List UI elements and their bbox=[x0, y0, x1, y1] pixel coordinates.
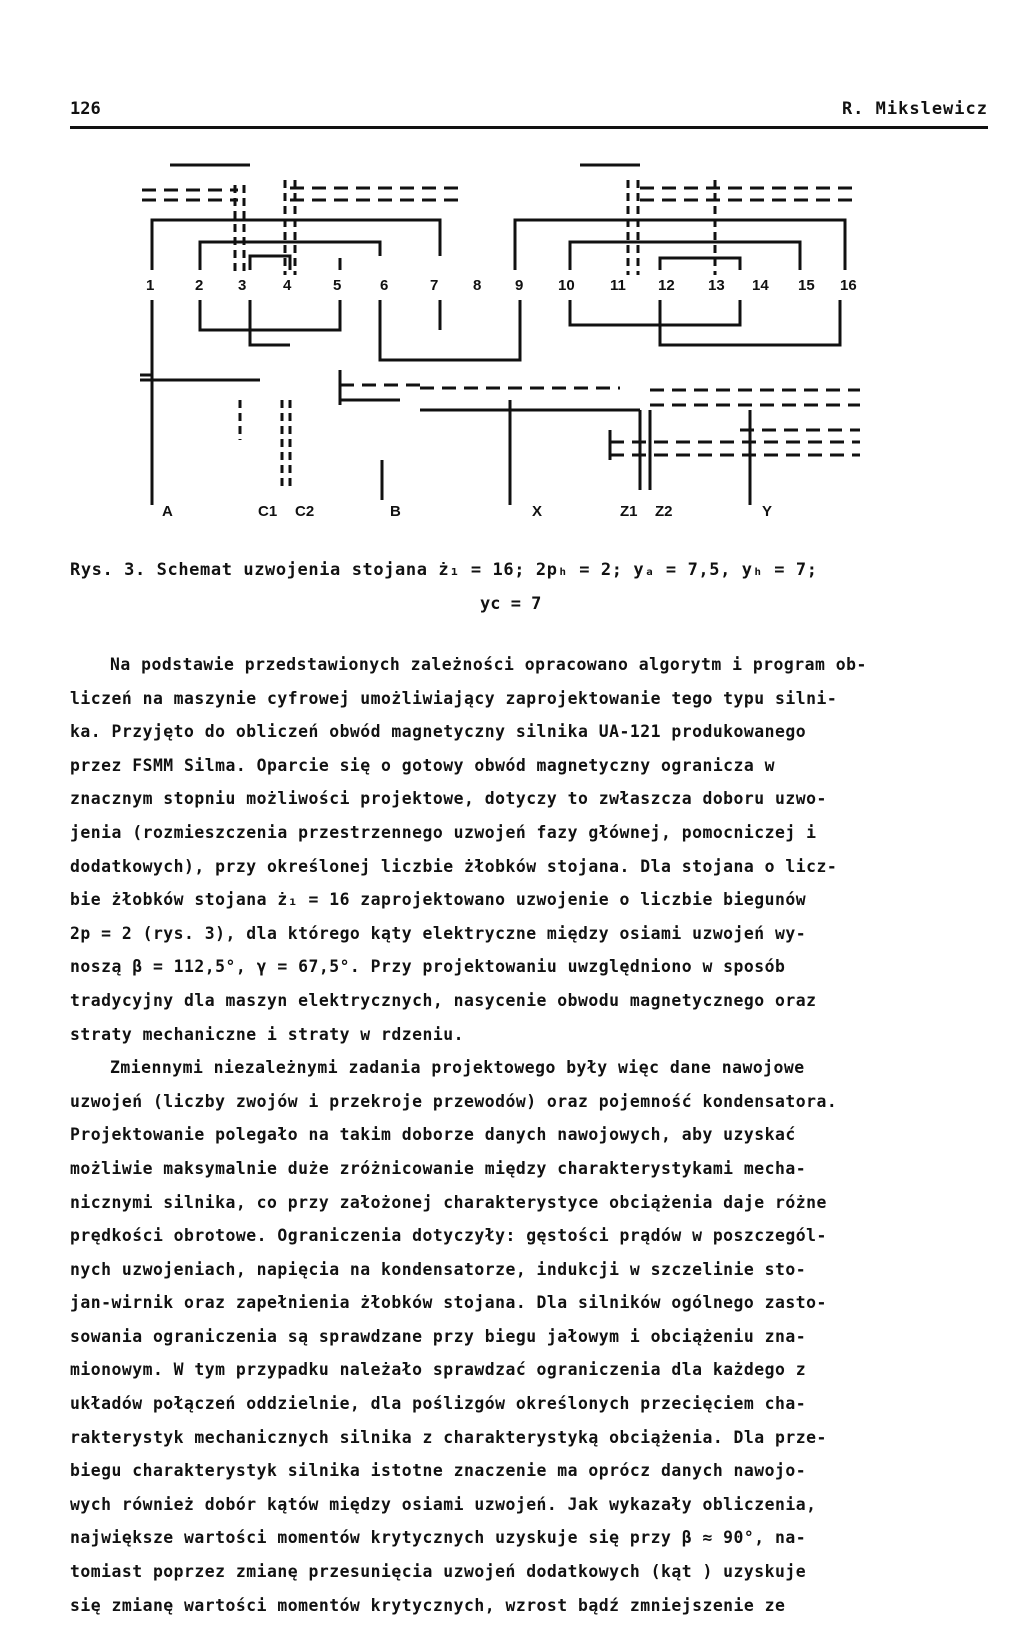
terminal-y: Y bbox=[762, 503, 773, 520]
text-line: ka. Przyjęto do obliczeń obwód magnetyczny silnika UA-121 produkowanego bbox=[70, 722, 807, 742]
text-line: tomiast poprzez zmianę przesunięcia uzwojeń dodatkowych (kąt ) uzyskuje bbox=[70, 1562, 807, 1582]
terminal-z2: Z2 bbox=[655, 503, 673, 520]
figure-caption-continuation: yc = 7 bbox=[480, 594, 542, 614]
slot-label: 1 bbox=[146, 277, 155, 294]
text-line: układów połączeń oddzielnie, dla poślizgów określonych przecięciem cha- bbox=[70, 1394, 807, 1414]
text-line: wych również dobór kątów między osiami uzwojeń. Jak wykazały obliczenia, bbox=[70, 1494, 817, 1514]
slot-label: 15 bbox=[798, 277, 815, 294]
slot-label: 11 bbox=[610, 277, 626, 294]
slot-label: 10 bbox=[558, 277, 575, 294]
slot-label: 4 bbox=[283, 277, 292, 294]
winding-diagram bbox=[140, 160, 900, 540]
text-line: liczeń na maszynie cyfrowej umożliwiający zaprojektowanie tego typu silni- bbox=[70, 688, 838, 708]
text-line: straty mechaniczne i straty w rdzeniu. bbox=[70, 1024, 464, 1044]
text-line: Projektowanie polegało na takim doborze danych nawojowych, aby uzyskać bbox=[70, 1125, 796, 1145]
text-line: tradycyjny dla maszyn elektrycznych, nasycenie obwodu magnetycznego oraz bbox=[70, 990, 817, 1010]
text-line: dodatkowych), przy określonej liczbie żłobków stojana. Dla stojana o licz- bbox=[70, 856, 838, 876]
text-line: 2p = 2 (rys. 3), dla którego kąty elektryczne między osiami uzwojeń wy- bbox=[70, 923, 807, 943]
text-line: możliwie maksymalnie duże zróżnicowanie między charakterystykami mecha- bbox=[70, 1158, 807, 1178]
slot-label: 12 bbox=[658, 277, 675, 294]
text-line: uzwojeń (liczby zwojów i przekroje przewodów) oraz pojemność kondensatora. bbox=[70, 1091, 838, 1111]
page-number: 126 bbox=[70, 99, 101, 119]
figure-caption: Rys. 3. Schemat uzwojenia stojana ż₁ = 16; 2pₕ = 2; yₐ = 7,5, yₕ = 7; bbox=[70, 560, 818, 580]
terminal-b: B bbox=[390, 503, 401, 520]
slot-label: 3 bbox=[238, 277, 247, 294]
slot-label: 14 bbox=[752, 277, 769, 294]
terminal-a: A bbox=[162, 503, 173, 520]
text-line: nicznymi silnika, co przy założonej charakterystyce obciążenia daje różne bbox=[70, 1192, 827, 1212]
slot-label: 16 bbox=[840, 277, 857, 294]
text-line: bie żłobków stojana ż₁ = 16 zaprojektowano uzwojenie o liczbie biegunów bbox=[70, 890, 807, 910]
slot-label: 7 bbox=[430, 277, 439, 294]
terminal-x: X bbox=[532, 503, 543, 520]
slot-label: 2 bbox=[195, 277, 204, 294]
text-line: jan-wirnik oraz zapełnienia żłobków stojana. Dla silników ogólnego zasto- bbox=[70, 1293, 827, 1313]
text-line: największe wartości momentów krytycznych uzyskuje się przy β ≈ 90°, na- bbox=[70, 1528, 807, 1548]
body-text bbox=[70, 648, 988, 1622]
terminal-c2: C2 bbox=[295, 503, 315, 520]
text-line: biegu charakterystyk silnika istotne znaczenie ma oprócz danych nawojo- bbox=[70, 1461, 807, 1481]
text-line: nych uzwojeniach, napięcia na kondensatorze, indukcji w szczelinie sto- bbox=[70, 1259, 807, 1279]
text-line: jenia (rozmieszczenia przestrzennego uzwojeń fazy głównej, pomocniczej i bbox=[70, 822, 817, 842]
text-line: Na podstawie przedstawionych zależności opracowano algorytm i program ob- bbox=[110, 655, 867, 674]
text-line: sowania ograniczenia są sprawdzane przy biegu jałowym i obciążeniu zna- bbox=[70, 1326, 807, 1346]
slot-label: 8 bbox=[473, 277, 482, 294]
page-header bbox=[70, 96, 988, 129]
running-author: R. Mikslewicz bbox=[841, 99, 988, 119]
text-line: się zmianę wartości momentów krytycznych, wzrost bądź zmniejszenie ze bbox=[70, 1595, 786, 1615]
slot-label: 5 bbox=[333, 277, 342, 294]
slot-label: 6 bbox=[380, 277, 389, 294]
text-line: znacznym stopniu możliwości projektowe, dotyczy to zwłaszcza doboru uzwo- bbox=[70, 789, 827, 809]
slot-label: 13 bbox=[708, 277, 725, 294]
text-line: przez FSMM Silma. Oparcie się o gotowy obwód magnetyczny ogranicza w bbox=[70, 755, 776, 775]
terminal-z1: Z1 bbox=[620, 503, 638, 520]
slot-label: 9 bbox=[515, 277, 524, 294]
text-line: Zmiennymi niezależnymi zadania projektowego były więc dane nawojowe bbox=[110, 1058, 805, 1078]
text-line: prędkości obrotowe. Ograniczenia dotyczyły: gęstości prądów w poszczegól- bbox=[70, 1226, 827, 1246]
text-line: noszą β = 112,5°, γ = 67,5°. Przy projektowaniu uwzględniono w sposób bbox=[70, 957, 786, 977]
text-line: mionowym. W tym przypadku należało sprawdzać ograniczenia dla każdego z bbox=[70, 1360, 807, 1380]
text-line: rakterystyk mechanicznych silnika z charakterystyką obciążenia. Dla prze- bbox=[70, 1427, 827, 1447]
terminal-c1: C1 bbox=[258, 503, 278, 520]
